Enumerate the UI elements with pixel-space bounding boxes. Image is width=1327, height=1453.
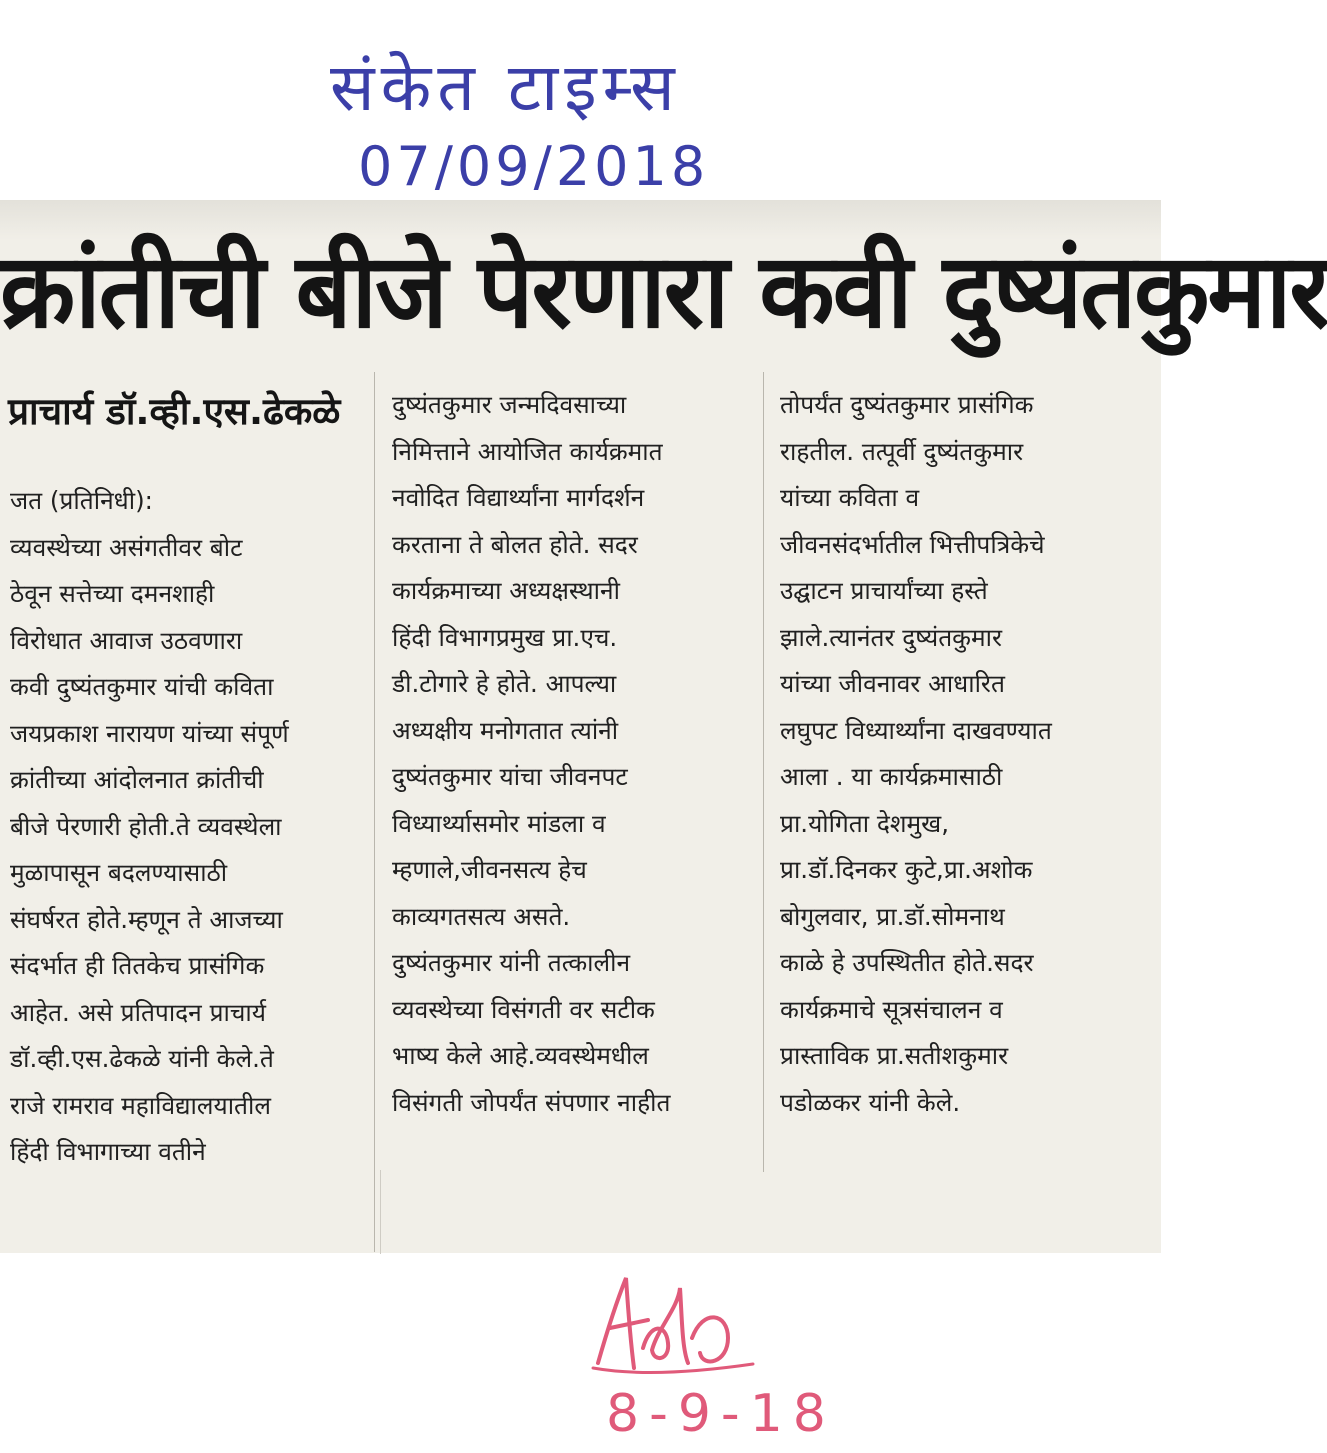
text-line: हिंदी विभागप्रमुख प्रा.एच. (392, 622, 618, 652)
text-line: राजे रामराव महाविद्यालयातील (10, 1090, 271, 1120)
text-line: विध्यार्थ्यासमोर मांडला व (392, 808, 606, 838)
text-line: विसंगती जोपर्यंत संपणार नाहीत (392, 1087, 671, 1117)
text-line: जीवनसंदर्भातील भित्तीपत्रिकेचे (780, 529, 1045, 559)
text-line: आहेत. असे प्रतिपादन प्राचार्य (10, 997, 266, 1027)
text-line: जत (प्रतिनिधी): (10, 486, 153, 515)
text-line: जयप्रकाश नारायण यांच्या संपूर्ण (10, 718, 289, 748)
text-line: नवोदित विद्यार्थ्यांना मार्गदर्शन (392, 483, 645, 512)
text-line: प्रा.डॉ.दिनकर कुटे,प्रा.अशोक (780, 855, 1033, 884)
text-line: उद्घाटन प्राचार्यांच्या हस्ते (780, 576, 988, 605)
text-line: आला . या कार्यक्रमासाठी (780, 762, 1003, 791)
text-line: राहतील. तत्पूर्वी दुष्यंतकुमार (780, 436, 1024, 466)
text-line: संदर्भात ही तितकेच प्रासंगिक (10, 951, 265, 980)
column-divider (763, 372, 764, 1172)
handwritten-signature (588, 1268, 758, 1388)
text-line: दुष्यंतकुमार यांचा जीवनपट (392, 762, 628, 791)
text-line: डी.टोगारे हे होते. आपल्या (392, 669, 617, 698)
article-byline: प्राचार्य डॉ.व्ही.एस.ढेकळे (8, 390, 341, 433)
article-column-3 (780, 382, 1132, 1126)
text-line: म्हणाले,जीवनसत्य हेच (392, 855, 587, 884)
text-line: व्यवस्थेच्या असंगतीवर बोट (10, 532, 243, 562)
text-line: दुष्यंतकुमार यांनी तत्कालीन (392, 948, 631, 977)
text-line: कवी दुष्यंतकुमार यांची कविता (10, 672, 274, 701)
handwritten-newspaper-name: संकेत टाइम्स (330, 49, 681, 126)
text-line: लघुपट विध्यार्थ्यांना दाखवण्यात (780, 715, 1052, 745)
text-line: कार्यक्रमाचे सूत्रसंचालन व (780, 994, 1003, 1024)
handwritten-publication-date: 07/09/2018 (358, 135, 710, 198)
text-line: दुष्यंतकुमार जन्मदिवसाच्या (392, 390, 627, 419)
text-line: पडोळकर यांनी केले. (780, 1087, 961, 1117)
text-line: काव्यगतसत्य असते. (392, 901, 571, 931)
text-line: विरोधात आवाज उठवणारा (10, 625, 243, 655)
text-line: झाले.त्यानंतर दुष्यंतकुमार (780, 622, 1003, 652)
text-line: कार्यक्रमाच्या अध्यक्षस्थानी (392, 576, 620, 605)
text-line: हिंदी विभागाच्या वतीने (10, 1137, 206, 1166)
text-line: डॉ.व्ही.एस.ढेकळे यांनी केले.ते (10, 1044, 274, 1073)
article-column-1 (10, 478, 352, 1176)
text-line: यांच्या जीवनावर आधारित (780, 669, 1005, 698)
text-line: बीजे पेरणारी होती.ते व्यवस्थेला (10, 811, 282, 841)
text-line: निमित्ताने आयोजित कार्यक्रमात (392, 436, 663, 466)
text-line: प्रास्ताविक प्रा.सतीशकुमार (780, 1041, 1009, 1070)
clipping-cut-edge (380, 1170, 381, 1254)
handwritten-signature-date: 8-9-18 (606, 1384, 836, 1444)
text-line: तोपर्यंत दुष्यंतकुमार प्रासंगिक (780, 390, 1034, 419)
column-divider (374, 372, 375, 1252)
text-line: व्यवस्थेच्या विसंगती वर सटीक (392, 994, 655, 1024)
text-line: प्रा.योगिता देशमुख, (780, 808, 950, 838)
text-line: करताना ते बोलत होते. सदर (392, 529, 638, 559)
article-column-2 (392, 382, 744, 1126)
text-line: संघर्षरत होते.म्हणून ते आजच्या (10, 904, 283, 934)
text-line: अध्यक्षीय मनोगतात त्यांनी (392, 715, 619, 745)
text-line: ठेवून सत्तेच्या दमनशाही (10, 579, 215, 608)
text-line: बोगुलवार, प्रा.डॉ.सोमनाथ (780, 901, 1005, 931)
text-line: क्रांतीच्या आंदोलनात क्रांतीची (10, 765, 264, 794)
text-line: काळे हे उपस्थितीत होते.सदर (780, 948, 1034, 977)
text-line: भाष्य केले आहे.व्यवस्थेमधील (392, 1041, 649, 1070)
text-line: मुळापासून बदलण्यासाठी (10, 858, 228, 887)
text-line: यांच्या कविता व (780, 483, 920, 512)
article-headline: क्रांतीची बीजे पेरणारा कवी दुष्यंतकुमार (0, 232, 1327, 352)
